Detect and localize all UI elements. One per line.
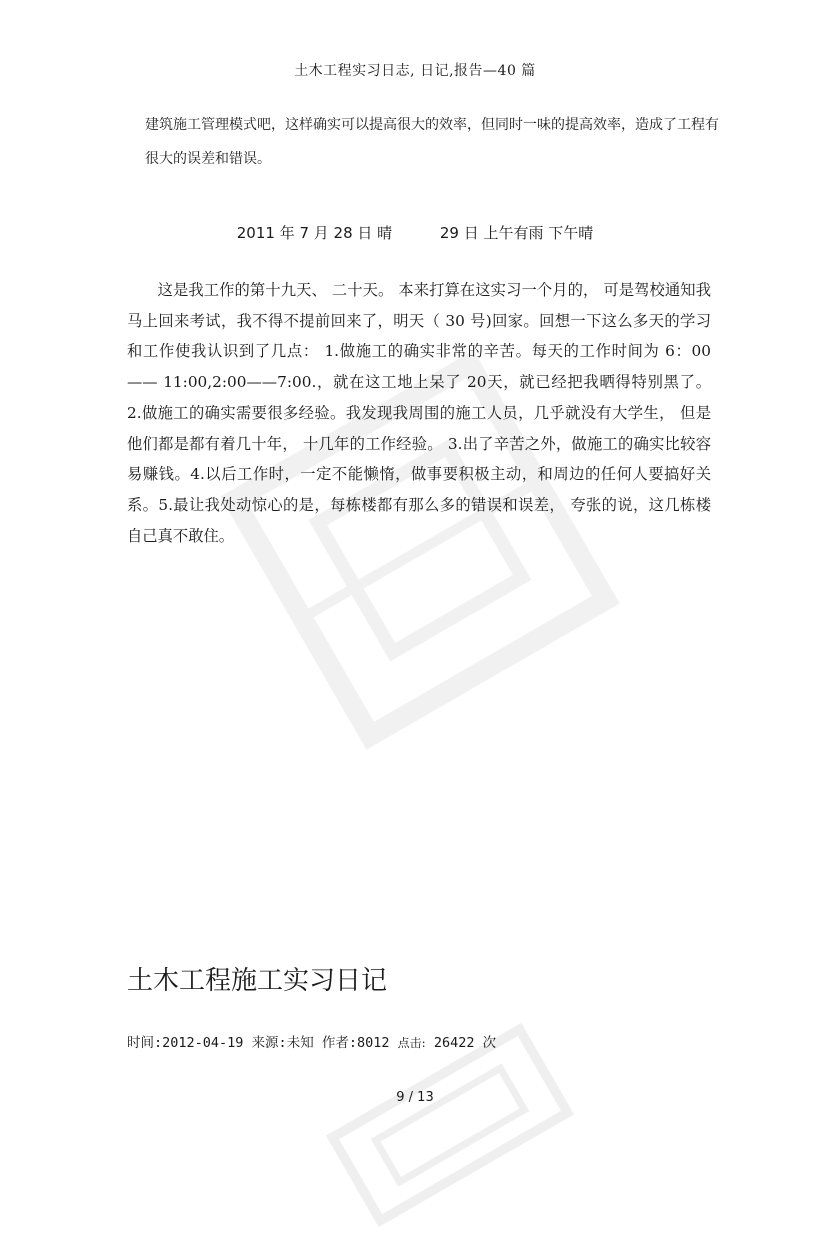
intro-paragraph: [145, 108, 725, 176]
meta-time-label: 时间:: [127, 1035, 163, 1051]
meta-clicks-label: 点击:: [397, 1036, 426, 1050]
article-meta: [127, 1031, 496, 1051]
meta-source-value: 未知: [286, 1035, 314, 1051]
page-number: 9 / 13: [396, 1090, 434, 1105]
entry-body: [127, 275, 711, 551]
section-title: 土木工程施工实习日记: [127, 966, 388, 996]
entry-date-line: 2011 年 7 月 28 日 晴 29 日 上午有雨 下午晴: [236, 224, 594, 242]
entry-body-text: 这是我工作的第十九天、 二十天。 本来打算在这实习一个月的， 可是驾校通知我马上回来考试，我不得不提前回来了，明天（ 30 号)回家。回想一下这么多天的学习和工作使我认识到了几点： 1.做施工的确实非常的辛苦。每天的工作时间为 6：00—— 11:00,2:00——7:00.，就在这工地上呆了 20天，就已经把我晒得特别黑了。 2.做施工的确实需要很多经验。我发现我周围的施工人员，几乎就没有大学生， 但是他们都是都有着几十年， 十几年的工作经验。 3.出了辛苦之外，做施工的确实比较容易赚钱。4.以后工作时，一定不能懒惰，做事要积极主动，和周边的任何人要搞好关系。5.最让我处动惊心的是，每栋楼都有那么多的错误和误差， 夸张的说，这几栋楼自己真不敢住。: [127, 281, 711, 545]
meta-time-value: 2012-04-19: [162, 1035, 244, 1051]
intro-text: 建筑施工管理模式吧，这样确实可以提高很大的效率，但同时一味的提高效率，造成了工程有很大的误差和错误。: [145, 117, 719, 167]
meta-author-label: 作者:: [321, 1035, 357, 1051]
meta-clicks-unit: 次: [482, 1035, 497, 1051]
meta-source-label: 来源:: [251, 1035, 287, 1051]
meta-clicks-value: 26422: [433, 1035, 475, 1051]
page-header: 土木工程实习日志, 日记,报告—40 篇: [294, 63, 536, 79]
meta-author-value: 8012: [356, 1035, 390, 1051]
